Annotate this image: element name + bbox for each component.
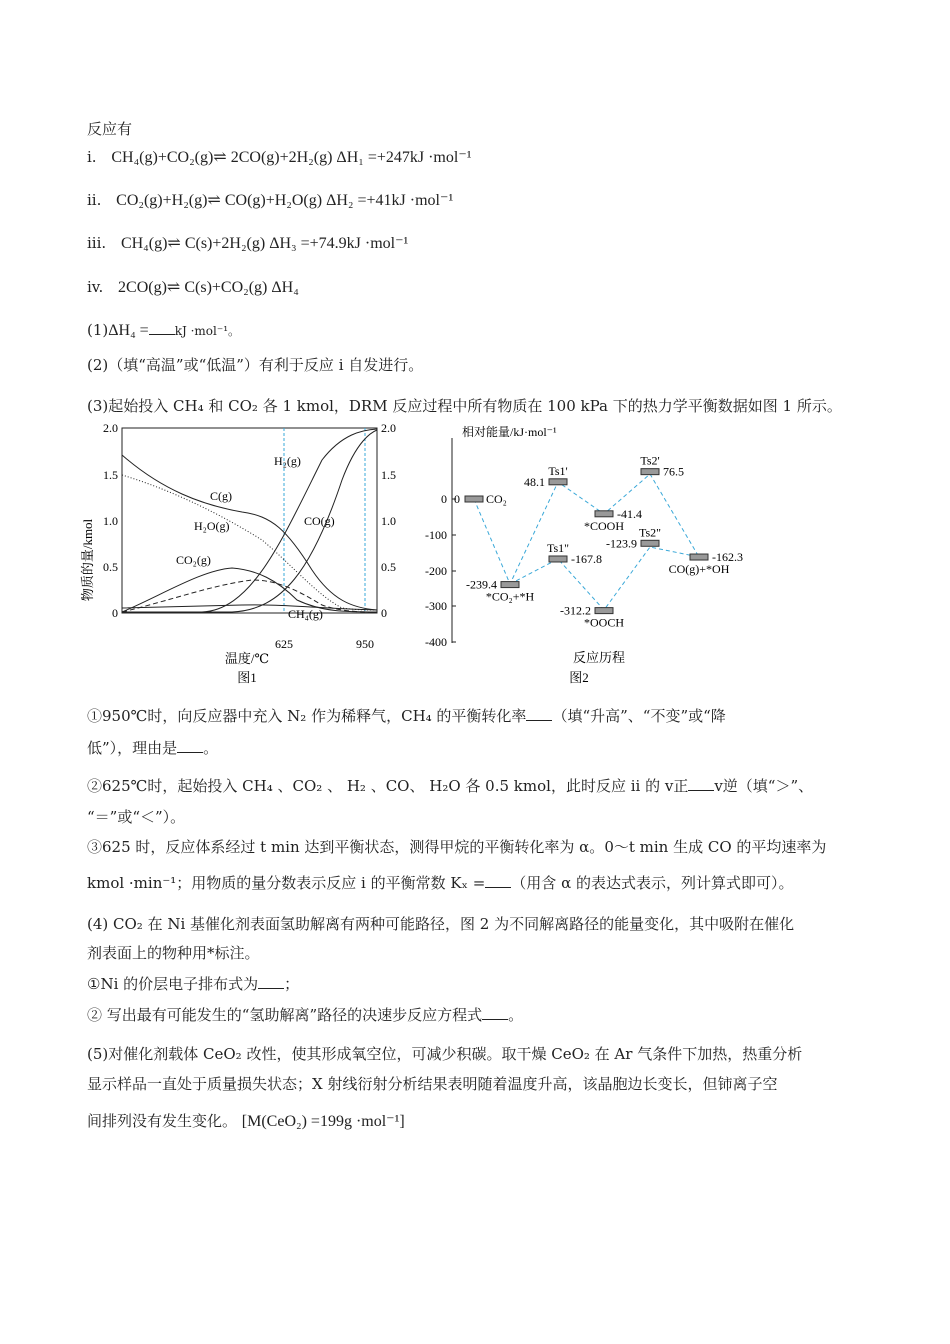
energy-level-bar	[501, 582, 519, 588]
question-4b: 剂表面上的物种用*标注。	[87, 944, 260, 962]
state-label: Ts1'	[548, 463, 568, 478]
energy-level-bar	[465, 496, 483, 502]
q4-1-end: ；	[284, 975, 300, 993]
reaction-equation: CH₄(g)⇌ C(s)+2H₂(g) ΔH₃ =+74.9kJ ·mol⁻¹	[120, 235, 409, 252]
energy-level-bar	[595, 511, 613, 517]
question-4-2	[87, 1004, 523, 1025]
q3-2-text: ②625℃时，起始投入 CH₄ 、CO₂ 、 H₂ 、CO、 H₂O 各 0.5 kmol，此时反应 ii 的 v正	[87, 777, 689, 795]
energy-value-label: 48.1	[524, 474, 545, 489]
answer-blank[interactable]	[526, 706, 552, 721]
energy-value-label: -312.2	[560, 603, 591, 618]
curve-co	[122, 430, 377, 612]
state-label: CO(g)+*OH	[668, 562, 730, 577]
label-ch4: CH₄(g)	[288, 607, 323, 621]
energy-value-label: -162.3	[712, 550, 743, 565]
question-5b: 显示样品一直处于质量损失状态；X 射线衍射分析结果表明随着温度升高，该晶胞边长变长，但铈离子空	[87, 1075, 778, 1093]
reaction-label: ii.	[87, 191, 102, 209]
fig1-tick-x: 625	[275, 637, 293, 651]
question-4: (4) CO₂ 在 Ni 基催化剂表面氢助解离有两种可能路径，图 2 为不同解离路径的能量变化，其中吸附在催化	[87, 915, 795, 933]
energy-value-label: -41.4	[617, 506, 642, 521]
question-3-1-reason	[87, 737, 218, 758]
curve-co2	[122, 568, 377, 612]
q3-1-reason: 低”），理由是	[87, 739, 178, 757]
fig1-tick-right: 1.5	[381, 468, 396, 482]
state-label: *OOCH	[583, 615, 625, 630]
energy-value-label: 76.5	[663, 464, 684, 479]
fig1-tick-left: 0.5	[103, 560, 118, 574]
energy-value-label: 0	[454, 492, 460, 506]
q3-1-options: （填“升高”、“不变”或“降	[552, 707, 726, 725]
path-ooch	[510, 547, 699, 610]
reaction-equation: 2CO(g)⇌ C(s)+CO₂(g) ΔH₄	[118, 279, 299, 296]
question-5: (5)对催化剂载体 CeO₂ 改性，使其形成氧空位，可减少积碳。取干燥 CeO₂ 在 Ar 气条件下加热，热重分析	[87, 1045, 803, 1063]
reaction-label: i.	[87, 148, 97, 166]
reaction-label: iii.	[87, 234, 107, 252]
q4-1-text: ①Ni 的价层电子排布式为	[87, 975, 259, 993]
fig1-ylabel: 物质的量/kmol	[80, 518, 95, 602]
question-2: (2)（填“高温”或“低温”）有利于反应 i 自发进行。	[87, 356, 424, 374]
energy-level-bar	[690, 554, 708, 560]
state-label: Ts2'	[640, 453, 660, 468]
fig1-tick-left: 0	[112, 606, 118, 620]
fig2-tick: -100	[425, 528, 447, 542]
fig2-xlabel: 反应历程	[572, 650, 626, 665]
answer-blank[interactable]	[688, 776, 714, 791]
q3-1-end: 。	[203, 739, 219, 757]
fig2-tick: 0	[441, 492, 447, 506]
fig2-tick: -400	[425, 635, 447, 649]
fig1-tick-left: 1.5	[103, 468, 118, 482]
answer-blank[interactable]	[149, 320, 175, 335]
fig1-tick-right: 2.0	[381, 421, 396, 435]
reaction-equation: CO₂(g)+H₂(g)⇌ CO(g)+H₂O(g) ΔH₂ =+41kJ ·mol⁻¹	[116, 192, 454, 209]
fig1-tick-left: 1.0	[103, 514, 118, 528]
curve-h2	[122, 429, 377, 612]
fig1-xlabel: 温度/℃	[224, 651, 270, 666]
figure-1	[82, 420, 412, 695]
energy-value-label: -123.9	[606, 536, 637, 551]
q3-1-text: ①950℃时，向反应器中充入 N₂ 作为稀释气，CH₄ 的平衡转化率	[87, 707, 527, 725]
question-3-2-end: “＝”或“＜”）。	[87, 808, 186, 826]
q3-3-end: （用含 α 的表达式表示，列计算式即可）。	[511, 874, 794, 892]
question-5c	[87, 1110, 405, 1131]
fig1-tick-right: 0.5	[381, 560, 396, 574]
reaction-1	[87, 147, 472, 167]
fig2-ylabel: 相对能量/kJ·mol⁻¹	[462, 425, 557, 439]
fig2-tick: -200	[425, 564, 447, 578]
state-label: *COOH	[583, 518, 625, 533]
label-c: C(g)	[210, 489, 232, 503]
fig1-caption: 图1	[237, 670, 257, 685]
energy-level-bar	[549, 556, 567, 562]
reaction-3	[87, 233, 408, 253]
unit-text: kJ ·mol⁻¹。	[174, 324, 241, 338]
state-label: CO₂	[486, 492, 507, 506]
energy-level-bar	[641, 469, 659, 475]
fig1-tick-left: 2.0	[103, 421, 118, 435]
question-1	[87, 320, 240, 340]
fig2-caption: 图2	[569, 670, 589, 685]
energy-value-label: -167.8	[571, 551, 602, 566]
q4-2-end: 。	[508, 1006, 524, 1024]
question-3-3b	[87, 872, 793, 893]
label-co2: CO₂(g)	[176, 553, 211, 567]
state-label: Ts1"	[546, 540, 570, 555]
fig2-tick: -300	[425, 599, 447, 613]
q3-2-options: v逆（填“＞”、	[714, 777, 814, 795]
label-h2o: H₂O(g)	[194, 519, 230, 533]
question-4-1	[87, 973, 299, 994]
reaction-4	[87, 277, 299, 297]
energy-level-bar	[549, 479, 567, 485]
question-3-1	[87, 705, 726, 726]
energy-value-label: -239.4	[466, 577, 497, 592]
q4-2-text: ② 写出最有可能发生的“氢助解离”路径的决速步反应方程式	[87, 1006, 483, 1024]
state-label: *CO₂+*H	[485, 589, 535, 604]
reaction-2	[87, 190, 453, 210]
fig1-tick-right: 0	[381, 606, 387, 620]
reaction-equation: CH₄(g)+CO₂(g)⇌ 2CO(g)+2H₂(g) ΔH₁ =+247kJ ·mol⁻¹	[111, 149, 472, 166]
question-number: (1)	[87, 321, 109, 339]
intro-text: 反应有	[87, 120, 133, 138]
label-h2: H₂(g)	[274, 454, 301, 468]
reaction-label: iv.	[87, 278, 104, 296]
question-3-2	[87, 775, 813, 796]
curve-h2o	[122, 475, 377, 610]
q3-3-text: kmol ·min⁻¹；用物质的量分数表示反应 i 的平衡常数 Kₓ =	[87, 874, 486, 892]
molar-mass-note: [M(CeO₂) =199g ·mol⁻¹]	[241, 1113, 405, 1130]
label-co: CO(g)	[304, 514, 335, 528]
fig1-frame	[122, 428, 377, 613]
energy-level-bar	[641, 540, 659, 546]
question-3-3: ③625 时，反应体系经过 t min 达到平衡状态，测得甲烷的平衡转化率为 α。0～t min 生成 CO 的平均速率为	[87, 838, 827, 856]
answer-blank[interactable]	[485, 873, 511, 888]
delta-h4-expr: ΔH₄ =	[108, 322, 149, 339]
answer-blank[interactable]	[482, 1005, 508, 1020]
answer-blank[interactable]	[258, 974, 284, 989]
answer-blank[interactable]	[177, 738, 203, 753]
figure-2	[414, 420, 764, 695]
q5-text: 间排列没有发生变化。	[87, 1112, 238, 1130]
energy-level-bar	[595, 608, 613, 614]
fig1-tick-right: 1.0	[381, 514, 396, 528]
fig1-tick-x: 950	[356, 637, 374, 651]
state-label: Ts2"	[638, 525, 662, 540]
question-3: (3)起始投入 CH₄ 和 CO₂ 各 1 kmol，DRM 反应过程中所有物质在 100 kPa 下的热力学平衡数据如图 1 所示。	[87, 397, 842, 415]
